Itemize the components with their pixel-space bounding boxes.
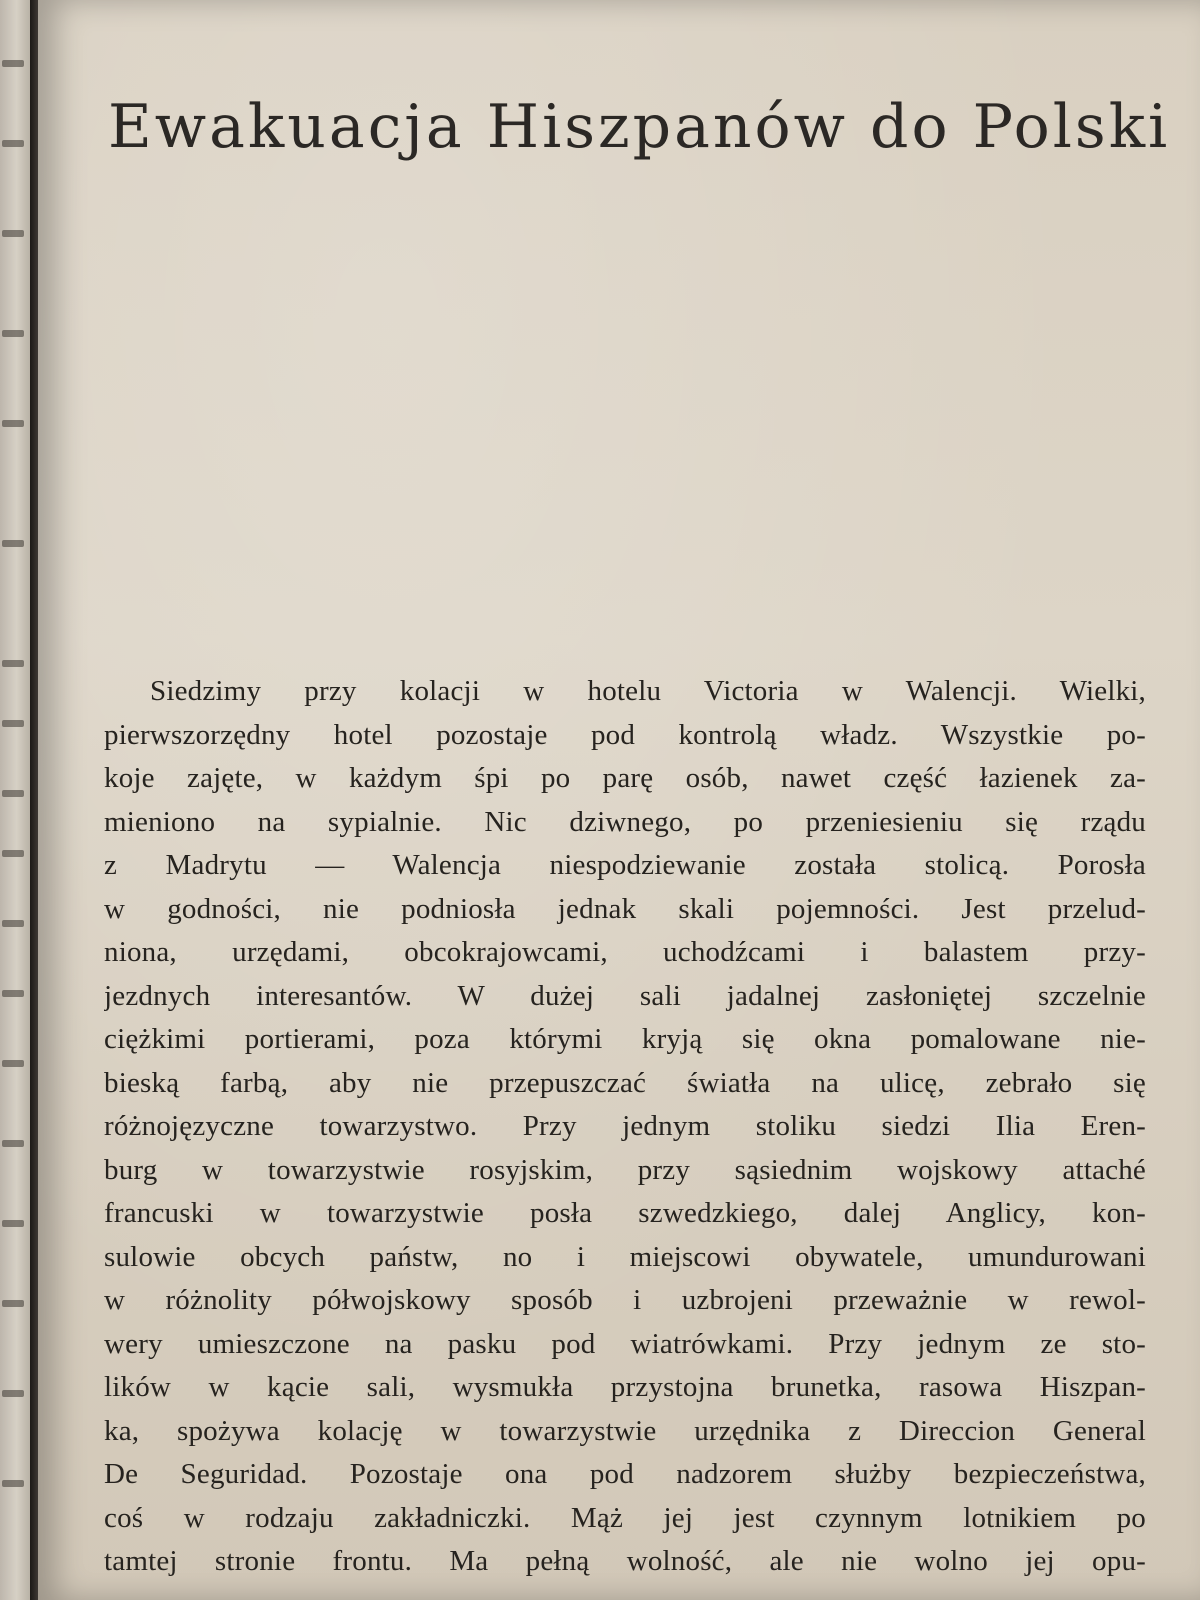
text-line: bieską farbą, aby nie przepuszczać światła na ulicę, zebrało się xyxy=(104,1066,1146,1099)
text-line: sulowie obcych państw, no i miejscowi obywatele, umundurowani xyxy=(104,1240,1146,1273)
text-fragment xyxy=(2,330,24,337)
book-gutter xyxy=(30,0,38,1600)
text-fragment xyxy=(2,850,24,857)
text-fragment xyxy=(2,1060,24,1067)
chapter-title: Ewakuacja Hiszpanów do Polski xyxy=(108,92,1171,162)
text-fragment xyxy=(2,1390,24,1397)
text-line: z Madrytu — Walencja niespodziewanie została stolicą. Porosła xyxy=(104,849,1146,881)
text-line: mieniono na sypialnie. Nic dziwnego, po przeniesieniu się rządu xyxy=(104,805,1146,838)
text-line: francuski w towarzystwie posła szwedzkiego, dalej Anglicy, kon- xyxy=(104,1197,1146,1229)
text-fragment xyxy=(2,1300,24,1307)
text-line: w godności, nie podniosła jednak skali pojemności. Jest przelud- xyxy=(104,892,1146,925)
text-fragment xyxy=(2,920,24,927)
text-line: coś w rodzaju zakładniczki. Mąż jej jest czynnym lotnikiem po xyxy=(104,1501,1146,1534)
text-line: pierwszorzędny hotel pozostaje pod kontrolą władz. Wszystkie po- xyxy=(104,718,1146,751)
text-line: Siedzimy przy kolacji w hotelu Victoria w Walencji. Wielki, xyxy=(150,675,1146,707)
text-fragment xyxy=(2,1140,24,1147)
text-line: koje zajęte, w każdym śpi po parę osób, nawet część łazienek za- xyxy=(104,762,1146,794)
text-line: ciężkimi portierami, poza którymi kryją się okna pomalowane nie- xyxy=(104,1023,1146,1055)
text-fragment xyxy=(2,540,24,547)
text-line: De Seguridad. Pozostaje ona pod nadzorem służby bezpieczeństwa, xyxy=(104,1458,1146,1490)
text-fragment xyxy=(2,420,24,427)
text-line: burg w towarzystwie rosyjskim, przy sąsiednim wojskowy attaché xyxy=(104,1153,1146,1186)
text-fragment xyxy=(2,60,24,67)
book-page xyxy=(38,0,1200,1600)
text-fragment xyxy=(2,1480,24,1487)
text-line: jezdnych interesantów. W dużej sali jadalnej zasłoniętej szczelnie xyxy=(104,979,1146,1012)
text-line: wery umieszczone na pasku pod wiatrówkami. Przy jednym ze sto- xyxy=(104,1327,1146,1360)
text-line: różnojęzyczne towarzystwo. Przy jednym stoliku siedzi Ilia Eren- xyxy=(104,1110,1146,1142)
text-fragment xyxy=(2,1220,24,1227)
text-fragment xyxy=(2,660,24,667)
text-line: w różnolity półwojskowy sposób i uzbrojeni przeważnie w rewol- xyxy=(104,1284,1146,1316)
adjacent-page-edge xyxy=(0,0,30,1600)
text-line: ka, spożywa kolację w towarzystwie urzędnika z Direccion General xyxy=(104,1414,1146,1447)
text-line: lików w kącie sali, wysmukła przystojna brunetka, rasowa Hiszpan- xyxy=(104,1371,1146,1403)
body-paragraph xyxy=(104,670,1146,1584)
text-line: niona, urzędami, obcokrajowcami, uchodźcami i balastem przy- xyxy=(104,936,1146,968)
text-fragment xyxy=(2,140,24,147)
text-fragment xyxy=(2,230,24,237)
text-fragment xyxy=(2,990,24,997)
text-fragment xyxy=(2,720,24,727)
text-fragment xyxy=(2,790,24,797)
text-line: tamtej stronie frontu. Ma pełną wolność, ale nie wolno jej opu- xyxy=(104,1545,1146,1577)
